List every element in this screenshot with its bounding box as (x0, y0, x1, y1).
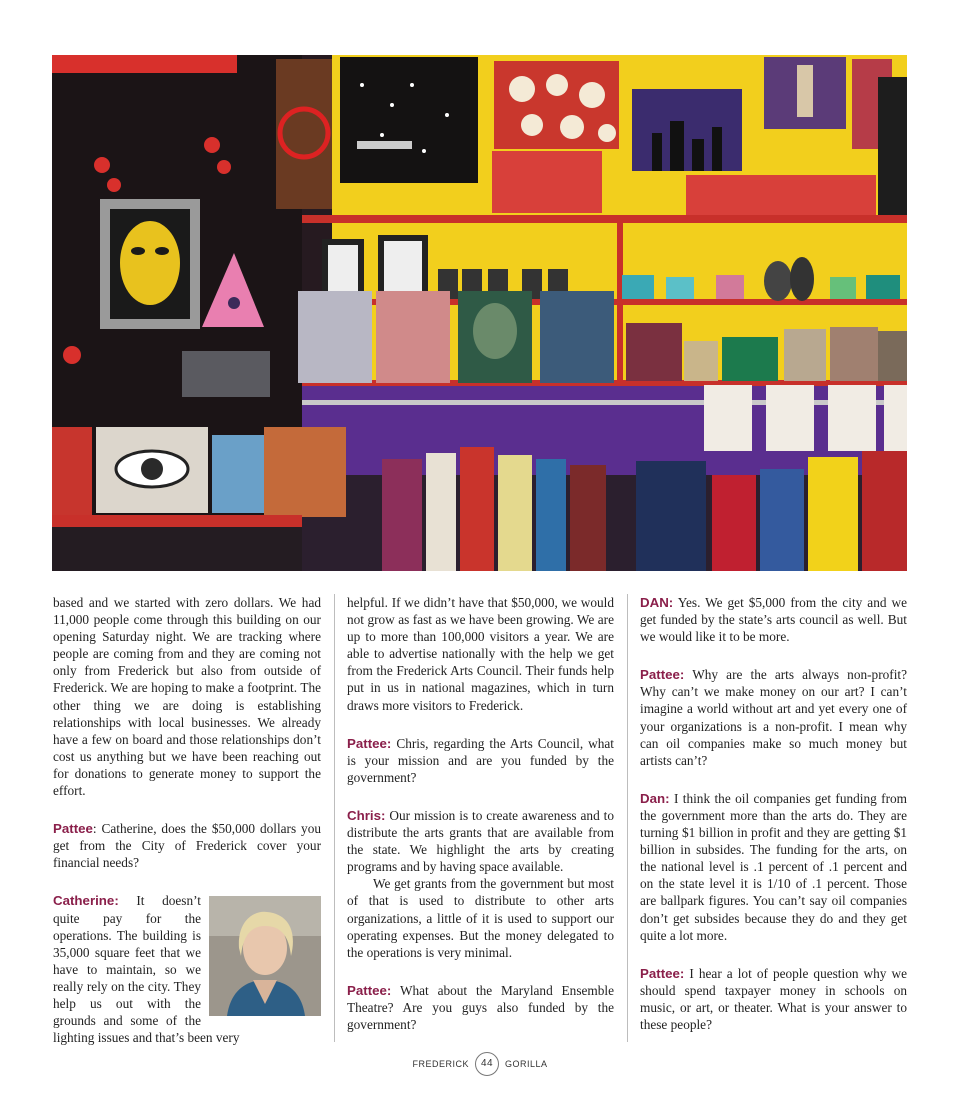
speaker-label: Chris: (347, 807, 386, 823)
question-paragraph (347, 735, 614, 786)
speaker-label: Pattee: (347, 982, 392, 998)
question-text: Why are the arts always non-profit? Why can’t we make money on our art? I can’t imagine a world without art and yet every one of your organizations is a non-profit. I mean why can oil companies make so much money but artists can’t? (640, 667, 907, 768)
answer-text: It doesn’t quite pay for the operations. The building is 35,000 square feet that we have to maintain, so we really rely on the city. They help us out with the grounds and some of the lighting issues and that’s been very (53, 893, 240, 1046)
question-text: What about the Maryland Ensemble Theatre? Are you guys also funded by the government? (347, 982, 614, 1032)
column-rule-right (627, 594, 628, 1042)
question-text: I hear a lot of people question why we should spend taxpayer money in schools on music, or art, or theater. What is your answer to these people? (640, 965, 907, 1032)
gallery-photo-illustration (52, 55, 907, 571)
gallery-photo (52, 55, 907, 571)
speaker-label: Pattee: (640, 667, 685, 683)
answer-paragraph (640, 594, 907, 645)
answer-paragraph (347, 807, 614, 875)
speaker-label: Pattee: (640, 965, 685, 981)
footer-left-text: FREDERICK (412, 1059, 469, 1069)
page-footer (0, 1052, 960, 1076)
paragraph: based and we started with zero dollars. We had 11,000 people come through this building on our opening Saturday night. We are tracking where people are coming from and they are coming not only from Frederick but also from outside of Frederick. We are hoping to make a footprint. The other thing we are doing is establishing relationships with local businesses. We already have a few on board and those relationships don’t cost us anything but we have been reaching out for donations to generate money to support the effort. (53, 595, 321, 799)
answer-paragraph (53, 892, 321, 1046)
answer-text: Our mission is to create awareness and to distribute the arts grants that are available from the state. We highlight the arts by creating programs and by having space available. (347, 807, 614, 875)
question-paragraph (640, 965, 907, 1033)
paragraph: helpful. If we didn’t have that $50,000, we would not grow as fast as we have been growing. We are up to more than 100,000 visitors a year. We are able to advertise nationally with the help we get from the Frederick Arts Council. Their funds help put in us in national magazines, which in turn draws more visitors to Frederick. (347, 595, 614, 713)
question-paragraph (53, 820, 321, 871)
portrait-photo (209, 896, 321, 1016)
speaker-label: Pattee: (347, 735, 392, 751)
footer-right-text: GORILLA (505, 1059, 548, 1069)
question-text: : Catherine, does the $50,000 dollars you get from the City of Frederick cover your financial needs? (53, 821, 321, 871)
page-number: 44 (475, 1052, 499, 1076)
answer-text: I think the oil companies get funding from the government more than the arts do. They are turning $1 billion in profit and they are getting $1 billion in subsides. The funding for the arts, on the national level is .1 percent of .1 percent and on the state level it is 1/10 of .1 percent. Those are ballpark figures. You can’t say oil companies don’t get subsides because they do and they get quite a lot more. (640, 790, 907, 943)
speaker-label: DAN: (640, 595, 674, 610)
article-column-1 (53, 594, 321, 1046)
question-paragraph (640, 666, 907, 769)
article-column-3 (640, 594, 907, 1033)
answer-paragraph (640, 790, 907, 944)
article-column-2 (347, 594, 614, 1033)
speaker-portrait (209, 896, 321, 1016)
speaker-label: Catherine: (53, 893, 119, 909)
question-paragraph (347, 982, 614, 1033)
column-rule-left (334, 594, 335, 1042)
speaker-label: Pattee (53, 821, 93, 837)
answer-text: Yes. We get $5,000 from the city and we get funded by the state’s arts council as well. But we would like it to be more. (640, 595, 907, 645)
question-text: Chris, regarding the Arts Council, what is your mission and are you funded by the government? (347, 735, 614, 785)
paragraph: We get grants from the government but most of that is used to distribute to other arts organizations, a little of it is used to support our operating expenses. But the money delegated to the operations is very minimal. (347, 876, 614, 960)
speaker-label: Dan: (640, 790, 670, 806)
